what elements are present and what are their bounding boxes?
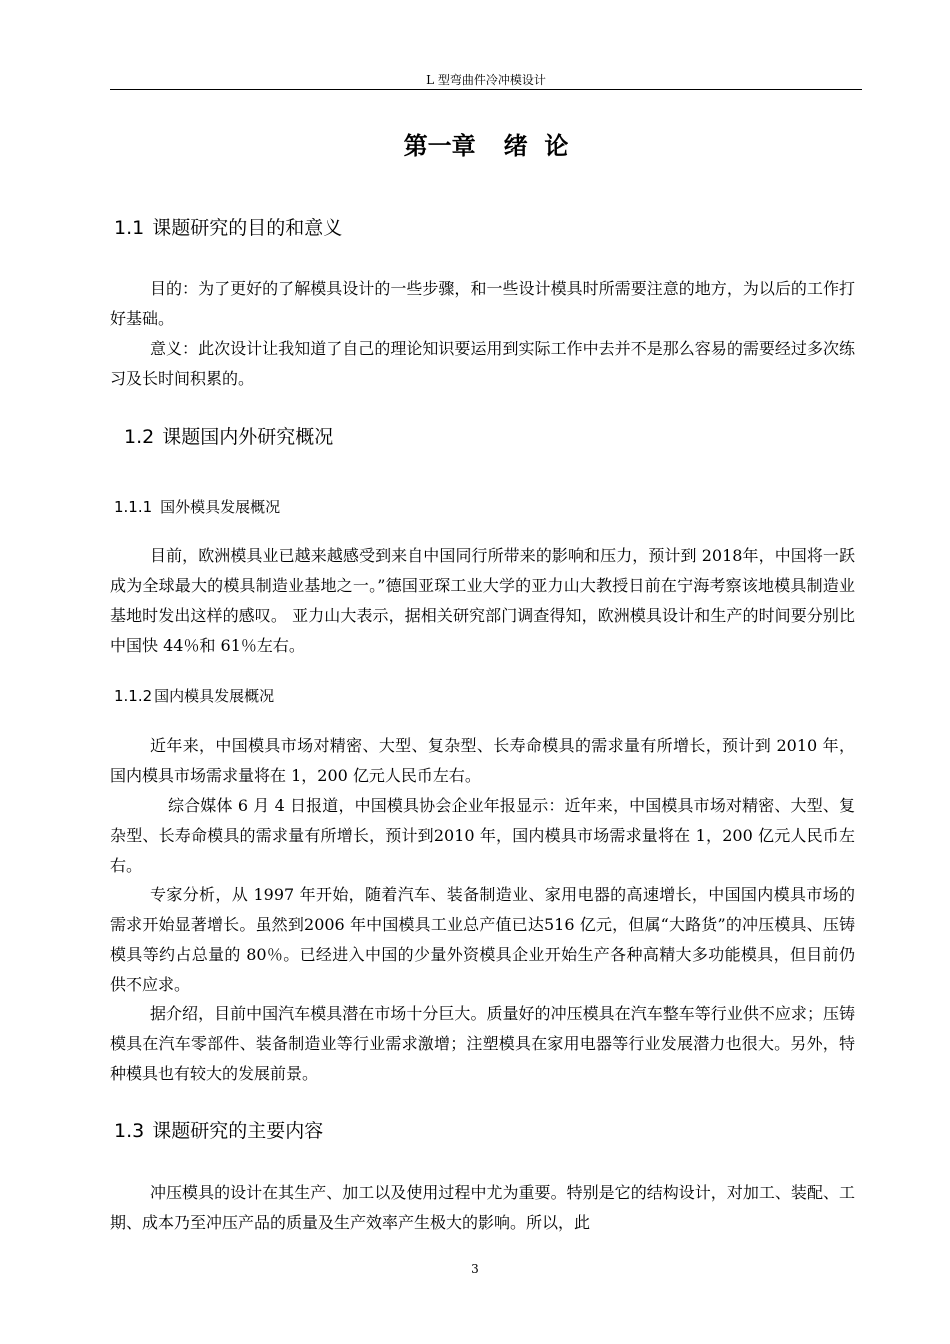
- subsection-title: 国内模具发展概况: [154, 687, 275, 705]
- section-number: 1.1: [114, 217, 145, 239]
- subsection-number: 1.1.1: [114, 498, 153, 516]
- subsection-heading-1-1-1: [114, 496, 280, 518]
- paragraph-domestic-2: 综合媒体 6 月 4 日报道，中国模具协会企业年报显示：近年来，中国模具市场对精密、大型、复杂型、长寿命模具的需求量有所增长，预计到2010 年，国内模具市场需求量将在 1，200 亿元人民币左右。: [110, 796, 855, 875]
- section-heading-1-1: [114, 215, 342, 241]
- subsection-title: 国外模具发展概况: [160, 498, 281, 516]
- section-heading-1-3: [114, 1118, 323, 1144]
- paragraph-domestic-3: 专家分析，从 1997 年开始，随着汽车、装备制造业、家用电器的高速增长，中国国内模具市场的需求开始显著增长。虽然到2006 年中国模具工业总产值已达516 亿元，但属“大路货”的冲压模具、压铸模具等约占总量的 80％。已经进入中国的少量外资模具企业开始生产各种高精大多功能模具，但目前仍供不应求。: [110, 885, 855, 994]
- subsection-number: 1.1.2: [114, 687, 153, 705]
- paragraph-domestic-1: 近年来，中国模具市场对精密、大型、复杂型、长寿命模具的需求量有所增长，预计到 2010 年，国内模具市场需求量将在 1，200 亿元人民币左右。: [110, 736, 855, 785]
- chapter-number: 第一章: [403, 132, 476, 160]
- paragraph-foreign-overview: 目前，欧洲模具业已越来越感受到来自中国同行所带来的影响和压力，预计到 2018年，中国将一跃成为全球最大的模具制造业基地之一。”德国亚琛工业大学的亚力山大教授日前在宁海考察该地模具制造业基地时发出这样的感叹。 亚力山大表示，据相关研究部门调查得知，欧洲模具设计和生产的时间要分别比中国快 44％和 61％左右。: [110, 546, 855, 655]
- subsection-heading-1-1-2: [114, 685, 274, 707]
- running-header: L 型弯曲件冷冲模设计: [426, 73, 546, 87]
- chapter-title: [110, 130, 862, 162]
- section-number: 1.2: [124, 426, 155, 448]
- paragraph-domestic-4: 据介绍，目前中国汽车模具潜在市场十分巨大。质量好的冲压模具在汽车整车等行业供不应求；压铸模具在汽车零部件、装备制造业等行业需求激增；注塑模具在家用电器等行业发展潜力也很大。另外，特种模具也有较大的发展前景。: [110, 1004, 855, 1083]
- paragraph-significance: 意义：此次设计让我知道了自己的理论知识要运用到实际工作中去并不是那么容易的需要经过多次练习及长时间积累的。: [110, 339, 855, 388]
- section-title: 课题研究的主要内容: [152, 1120, 324, 1142]
- section-title: 课题国内外研究概况: [162, 426, 334, 448]
- paragraph-purpose: 目的：为了更好的了解模具设计的一些步骤，和一些设计模具时所需要注意的地方，为以后的工作打好基础。: [110, 279, 855, 328]
- section-number: 1.3: [114, 1120, 145, 1142]
- section-title: 课题研究的目的和意义: [152, 217, 343, 239]
- paragraph-main-content: 冲压模具的设计在其生产、加工以及使用过程中尤为重要。特别是它的结构设计，对加工、装配、工期、成本乃至冲压产品的质量及生产效率产生极大的影响。所以，此: [110, 1183, 855, 1232]
- chapter-name: 绪 论: [503, 132, 569, 160]
- header-rule: [110, 89, 862, 90]
- page-number: 3: [471, 1262, 479, 1276]
- section-heading-1-2: [124, 424, 333, 450]
